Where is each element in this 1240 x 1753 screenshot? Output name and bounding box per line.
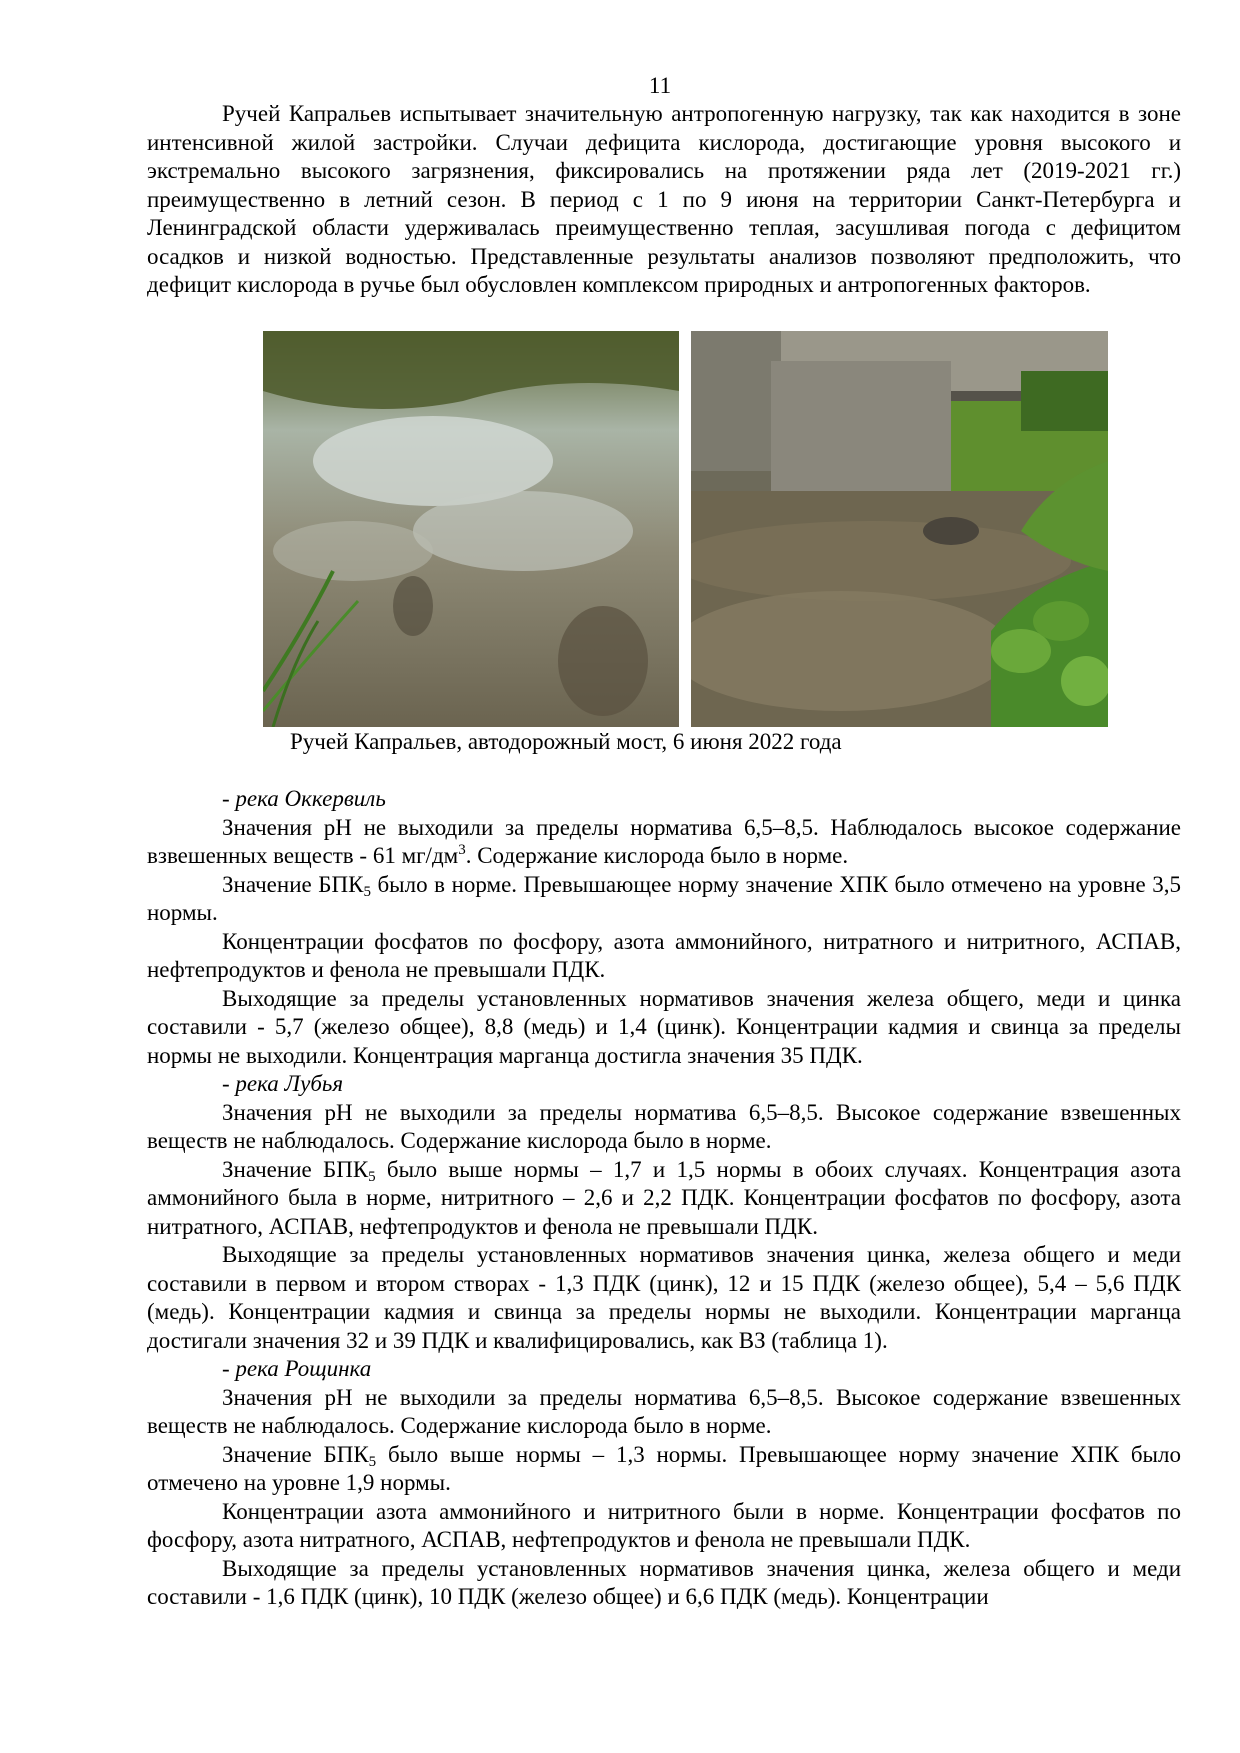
- photo-stream-water: [263, 331, 679, 727]
- lubya-ph-paragraph: Значения рН не выходили за пределы норматива 6,5–8,5. Высокое содержание взвешенных веществ не наблюдалось. Содержание кислорода было в норме.: [147, 1099, 1181, 1153]
- lubya-metals-paragraph: Выходящие за пределы установленных нормативов значения цинка, железа общего и меди составили в первом и втором створах - 1,3 ПДК (цинк), 12 и 15 ПДК (железо общее), 5,4 – 5,6 ПДК (медь). Концентрации кадмия и свинца за пределы нормы не выходили. Концентрации марганца достигали значения 32 и 39 ПДК и квалифицировались, как ВЗ (таблица 1).: [147, 1242, 1181, 1353]
- roshchinka-bpk-paragraph: Значение $БПК_5$ было выше нормы – 1,3 нормы. Превышающее норму значение ХПК было отмечено на уровне 1,9 нормы.: [147, 1441, 1181, 1495]
- roshchinka-ph-paragraph: Значения рН не выходили за пределы норматива 6,5–8,5. Высокое содержание взвешенных веществ не наблюдалось. Содержание кислорода было в норме.: [147, 1384, 1181, 1438]
- rivers-section: [147, 785, 1181, 1612]
- okkervil-ph-paragraph: Значения рН не выходили за пределы норматива 6,5–8,5. Наблюдалось высокое содержание взвешенных веществ - 61 $мг/дм^3$. Содержание кислорода было в норме.: [147, 814, 1181, 868]
- okkervil-metals-paragraph: Выходящие за пределы установленных нормативов значения железа общего, меди и цинка составили - 5,7 (железо общее), 8,8 (медь) и 1,4 (цинк). Концентрации кадмия и свинца за пределы нормы не выходили. Концентрация марганца достигла значения 35 ПДК.: [147, 985, 1181, 1068]
- section-heading-lubya: - река Лубья: [222, 1071, 344, 1096]
- lubya-bpk-paragraph: Значение $БПК_5$ было выше нормы – 1,7 и 1,5 нормы в обоих случаях. Концентрация азота аммонийного была в норме, нитритного – 2,6 и 2,2 ПДК. Концентрации фосфатов по фосфору, азота нитратного, АСПАВ, нефтепродуктов и фенола не превышали ПДК.: [147, 1156, 1181, 1239]
- roshchinka-nitrogen-paragraph: Концентрации азота аммонийного и нитритного были в норме. Концентрации фосфатов по фосфору, азота нитратного, АСПАВ, нефтепродуктов и фенола не превышали ПДК.: [147, 1498, 1181, 1552]
- section-heading-roshchinka: - река Рощинка: [222, 1356, 372, 1381]
- okkervil-phosphate-paragraph: Концентрации фосфатов по фосфору, азота аммонийного, нитратного и нитритного, АСПАВ, нефтепродуктов и фенола не превышали ПДК.: [147, 928, 1181, 982]
- intro-section: [147, 100, 1181, 300]
- figure-caption: Ручей Капральев, автодорожный мост, 6 июня 2022 года: [290, 729, 842, 754]
- section-heading-okkervil: - река Оккервиль: [222, 786, 386, 811]
- page-number: 11: [648, 73, 672, 98]
- photo-road-bridge: [691, 331, 1108, 727]
- roshchinka-metals-paragraph: Выходящие за пределы установленных нормативов значения цинка, железа общего и меди составили - 1,6 ПДК (цинк), 10 ПДК (железо общее) и 6,6 ПДК (медь). Концентрации: [147, 1555, 1181, 1609]
- kapralyev-paragraph: Ручей Капральев испытывает значительную антропогенную нагрузку, так как находится в зоне интенсивной жилой застройки. Случаи дефицита кислорода, достигающие уровня высокого и экстремально высокого загрязнения, фиксировались на протяжении ряда лет (2019-2021 гг.) преимущественно в летний сезон. В период с 1 по 9 июня на территории Санкт-Петербурга и Ленинградской области удерживалась преимущественно теплая, засушливая погода с дефицитом осадков и низкой водностью. Представленные результаты анализов позволяют предположить, что дефицит кислорода в ручье был обусловлен комплексом природных и антропогенных факторов.: [147, 101, 1181, 297]
- okkervil-bpk-paragraph: Значение $БПК_5$ было в норме. Превышающее норму значение ХПК было отмечено на уровне 3,5 нормы.: [147, 871, 1181, 925]
